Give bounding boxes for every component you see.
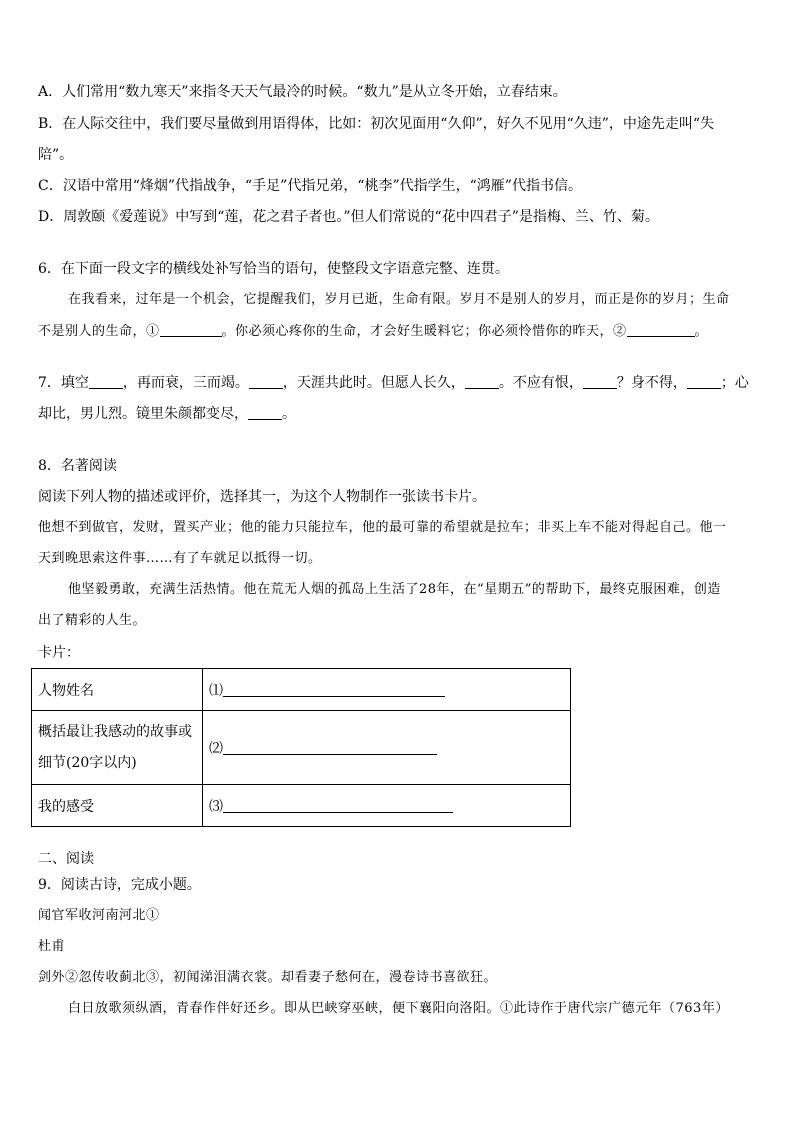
option-b-line1: B．在人际交往中，我们要尽量做到用语得体，比如：初次见面用“久仰”，好久不见用“久违”，中途先走叫“失 [38,116,715,132]
q6-title: 6．在下面一段文字的横线处补写恰当的语句，使整段文字语意完整、连贯。 [38,261,509,277]
q7-text-b: ，再而衰，三而竭。 [122,375,249,391]
poem-line1: 剑外②忽传收蓟北③，初闻涕泪满衣裳。却看妻子愁何在，漫卷诗书喜欲狂。 [38,970,498,985]
q6-passage-line2 [38,322,756,342]
q6-blank-1[interactable] [160,322,222,337]
card-marker-3: ⑶ [209,798,223,815]
card-blank-2[interactable] [223,754,437,755]
card-row-name-cell[interactable] [203,669,571,711]
q7-blank-3[interactable] [465,374,499,389]
card-row-story-label [32,711,203,785]
q7-text-a: 7．填空 [38,375,89,391]
card-blank-3[interactable] [223,812,453,813]
card-marker-2: ⑵ [209,740,223,757]
q6-passage-line1: 在我看来，过年是一个机会，它提醒我们，岁月已逝，生命有限。岁月不是别人的岁月，而正是你的岁月；生命 [68,292,730,307]
q8-desc1-line2: 天到晚思索这件事……有了车就足以抵得一切。 [38,551,322,566]
q6-passage-text-c: 。 [694,324,709,339]
q7-line1 [38,373,756,393]
q7-text-c: ，天涯共此时。但愿人长久， [282,375,465,391]
q6-passage-text-a: 不是别人的生命，① [38,324,160,339]
q7-text-g: 却比，男儿烈。镜里朱颜都变尽， [38,406,248,422]
q8-desc2-line1: 他坚毅勇敢，充满生活热情。他在荒无人烟的孤岛上生活了28年，在“星期五”的帮助下，最终克服困难，创造 [68,582,721,597]
q8-title: 8．名著阅读 [38,458,117,474]
poem-author: 杜甫 [38,939,66,954]
option-a: A．人们常用“数九寒天”来指冬天天气最冷的时候。“数九”是从立冬开始，立春结束。 [38,84,567,100]
card-row-feeling [32,785,571,827]
q7-blank-6[interactable] [248,405,282,420]
q7-blank-5[interactable] [687,374,721,389]
card-row-story-label-line2: 细节(20字以内) [38,754,137,771]
q7-text-e: ？身不得， [616,375,687,391]
q9-title: 9．阅读古诗，完成小题。 [38,877,201,893]
q7-text-h: 。 [282,406,296,422]
q7-blank-2[interactable] [249,374,283,389]
q7-text-d: 。不应有恨， [498,375,583,391]
card-row-name-label: 人物姓名 [32,669,203,711]
option-c: C．汉语中常用“烽烟”代指战争，“手足”代指兄弟，“桃李”代指学生，“鸿雁”代指书信。 [38,178,582,194]
card-row-story-cell[interactable] [203,711,571,785]
section-two-heading: 二、阅读 [38,851,94,867]
card-label: 卡片： [38,645,80,661]
q8-desc2-line2: 出了精彩的人生。 [38,613,147,628]
card-row-feeling-label: 我的感受 [32,785,203,827]
q8-desc1-line1: 他想不到做官，发财，置买产业；他的能力只能拉车，他的最可靠的希望就是拉车；非买上车不能对得起自己。他一 [38,520,727,535]
q7-blank-4[interactable] [583,374,617,389]
card-row-story [32,711,571,785]
card-marker-1: ⑴ [209,682,223,699]
q8-instruction: 阅读下列人物的描述或评价，选择其一，为这个人物制作一张读书卡片。 [38,489,486,505]
q7-line2 [38,404,756,424]
option-d: D．周敦颐《爱莲说》中写到“莲，花之君子者也。”但人们常说的“花中四君子”是指梅、兰、竹、菊。 [38,209,659,225]
card-blank-1[interactable] [223,696,445,697]
card-row-story-label-line1: 概括最让我感动的故事或 [38,723,192,740]
card-row-feeling-cell[interactable] [203,785,571,827]
card-row-name [32,669,571,711]
q6-passage-text-b: 。你必须心疼你的生命，才会好生暖料它；你必须怜惜你的昨天，② [221,324,627,339]
poem-line2: 白日放歌须纵酒，青春作伴好还乡。即从巴峡穿巫峡，便下襄阳向洛阳。①此诗作于唐代宗广德元年（763年） [68,1001,729,1016]
q7-blank-1[interactable] [89,374,123,389]
q6-blank-2[interactable] [627,322,695,337]
q7-text-f: ；心 [720,375,749,391]
reading-card-table [31,668,571,827]
poem-title: 闻官军收河南河北① [38,908,160,923]
option-b-line2: 陪”。 [38,147,74,163]
